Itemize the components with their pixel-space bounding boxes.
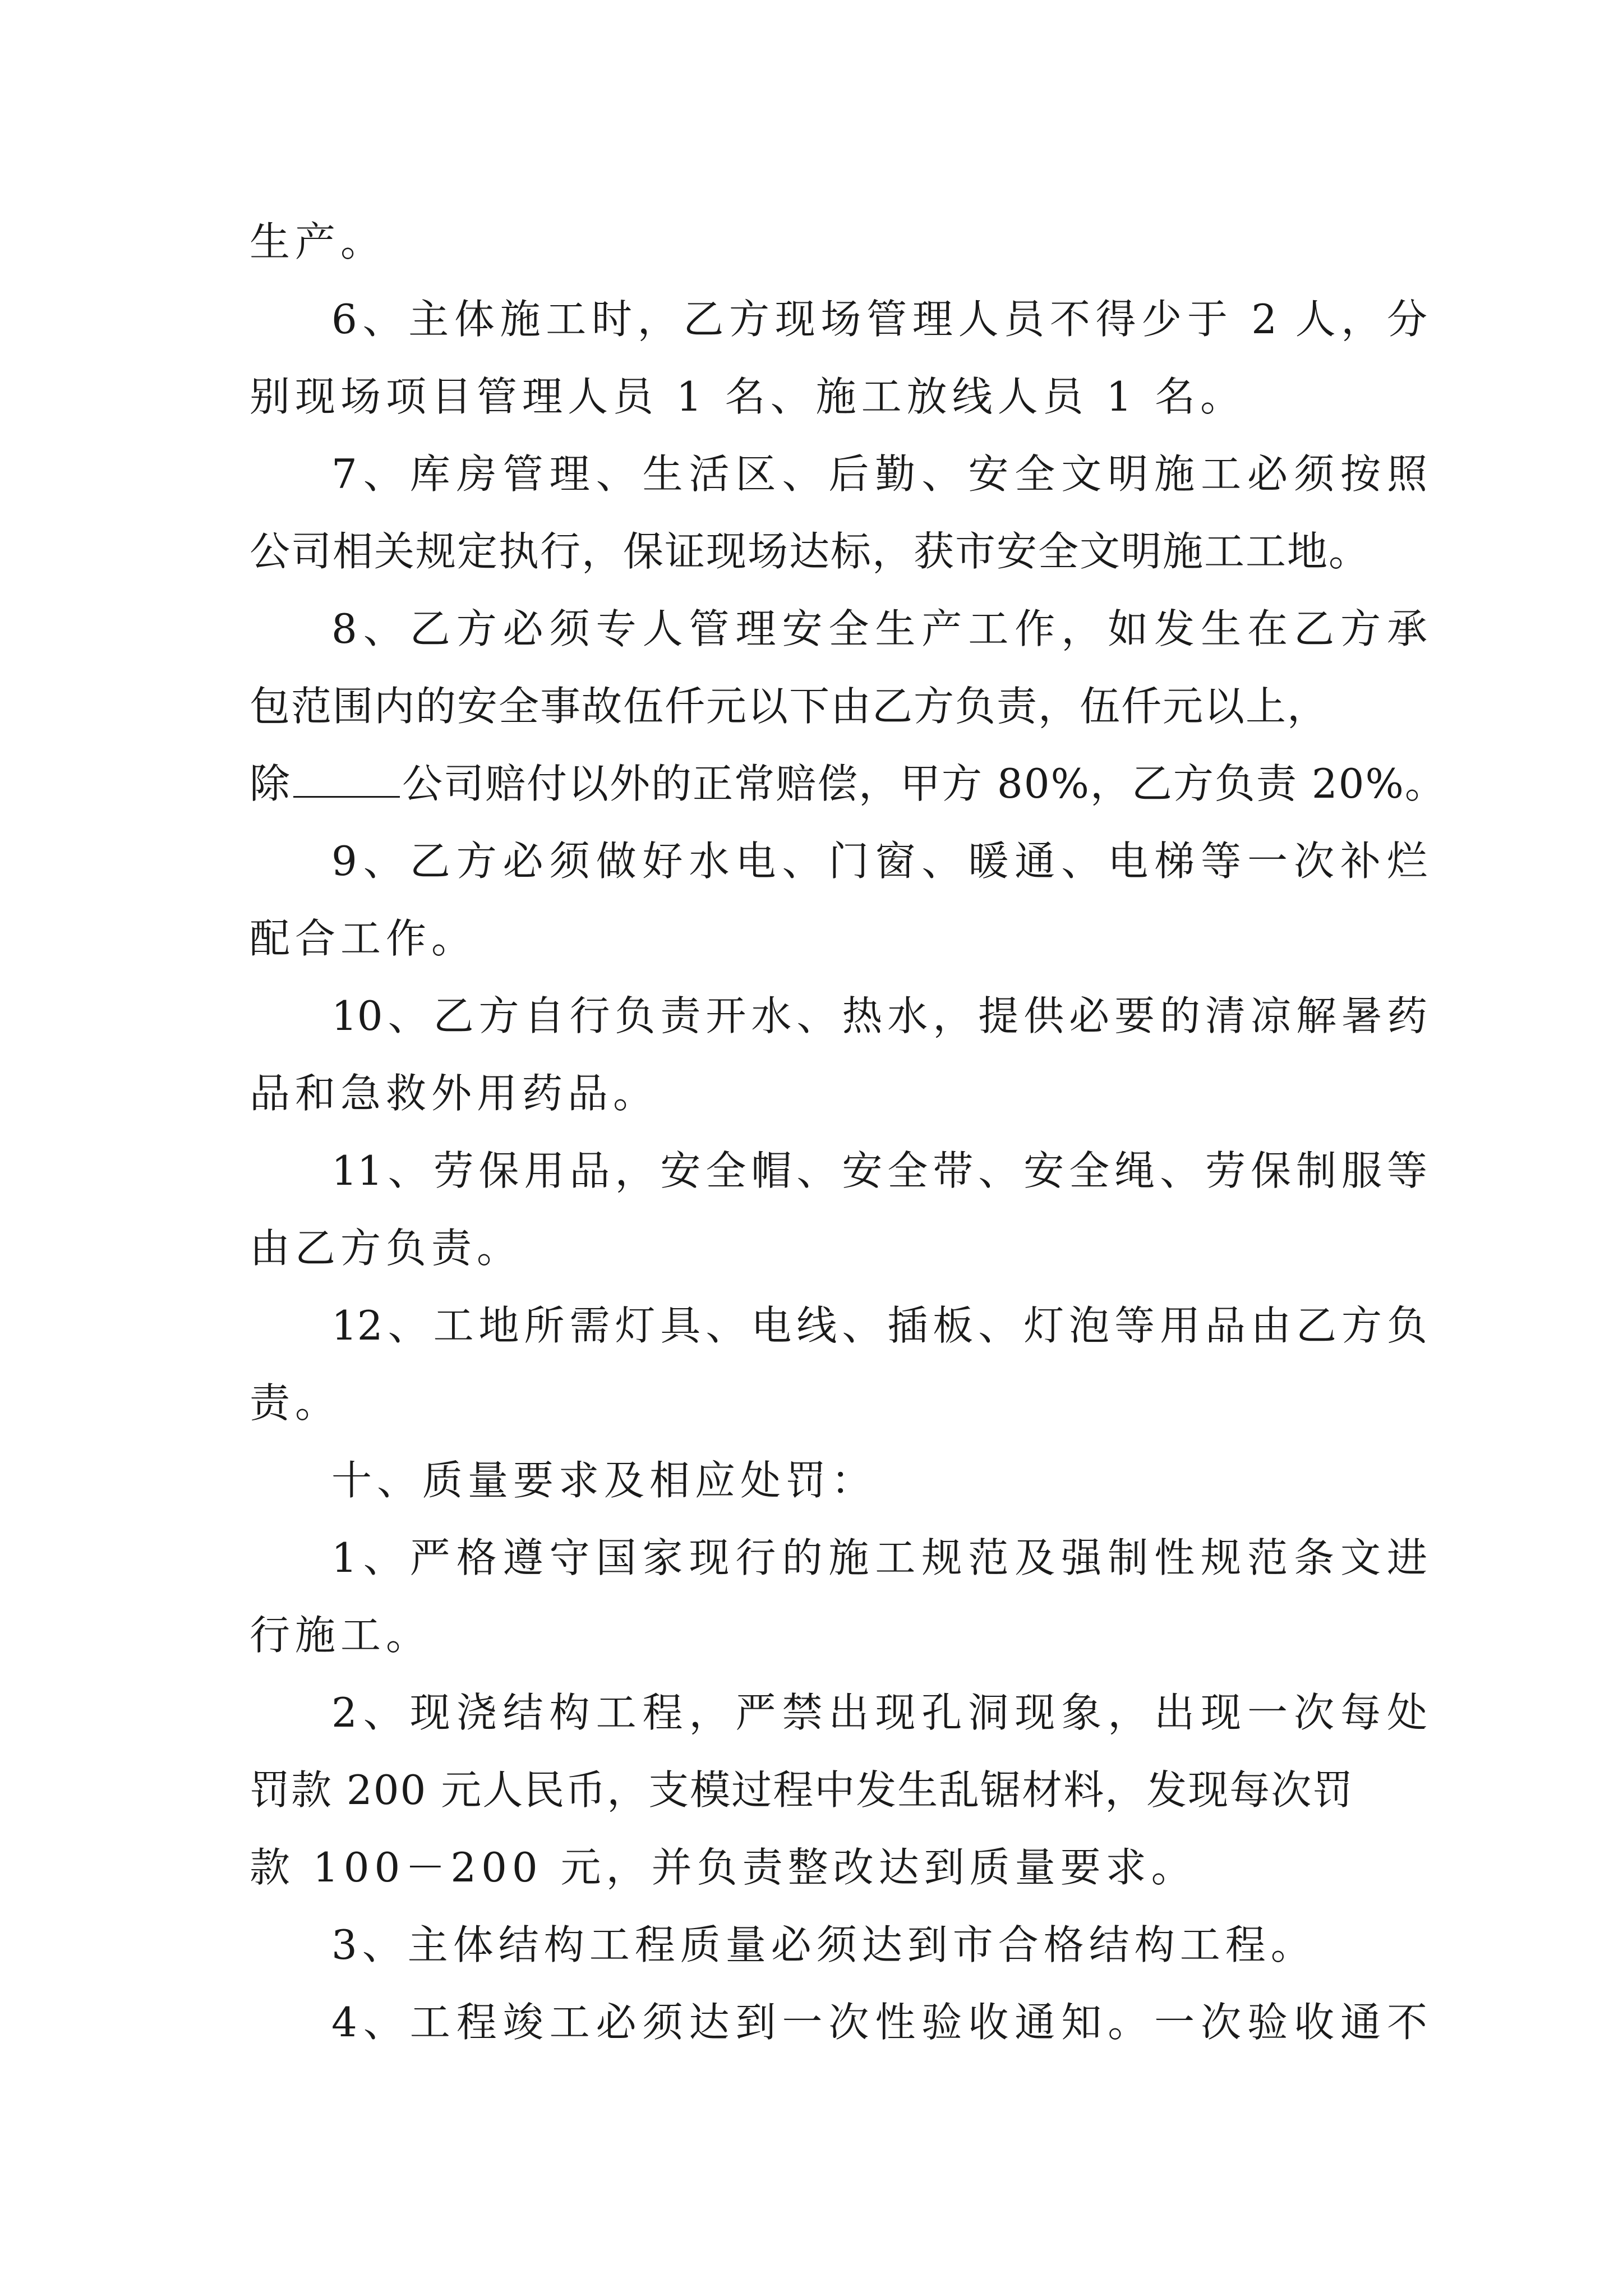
text-line: 罚款 200 元人民币，支模过程中发生乱锯材料，发现每次罚 xyxy=(250,1766,1354,1814)
text-line: 由乙方负责。 xyxy=(250,1225,523,1272)
text-line: 7、库房管理、生活区、后勤、安全文明施工必须按照 xyxy=(331,450,1427,498)
text-line: 6、主体施工时，乙方现场管理人员不得少于 2 人，分 xyxy=(331,296,1427,343)
text-line: 1、严格遵守国家现行的施工规范及强制性规范条文进 xyxy=(331,1534,1427,1581)
text-fragment: 除 xyxy=(250,760,292,807)
text-line: 品和急救外用药品。 xyxy=(250,1070,659,1117)
text-line: 10、乙方自行负责开水、热水，提供必要的清凉解暑药 xyxy=(331,992,1427,1039)
text-line xyxy=(250,745,1446,822)
text-line: 12、工地所需灯具、电线、插板、灯泡等用品由乙方负 xyxy=(331,1302,1427,1349)
text-line: 8、乙方必须专人管理安全生产工作，如发生在乙方承 xyxy=(331,605,1427,652)
text-line: 2、现浇结构工程，严禁出现孔洞现象，出现一次每处 xyxy=(331,1689,1427,1736)
text-line: 责。 xyxy=(250,1379,341,1427)
text-line: 包范围内的安全事故伍仟元以下由乙方负责，伍仟元以上， xyxy=(250,683,1329,730)
text-fragment: 公司赔付以外的正常赔偿，甲方 80%，乙方负责 20%。 xyxy=(402,760,1446,807)
text-line: 9、乙方必须做好水电、门窗、暖通、电梯等一次补烂 xyxy=(331,838,1427,885)
text-line: 公司相关规定执行，保证现场达标，获市安全文明施工工地。 xyxy=(250,528,1371,575)
fill-in-blank xyxy=(293,762,400,798)
text-line: 别现场项目管理人员 1 名、施工放线人员 1 名。 xyxy=(250,373,1246,420)
document-body xyxy=(250,203,1446,2061)
text-line: 3、主体结构工程质量必须达到市合格结构工程。 xyxy=(331,1921,1316,1968)
section-heading: 十、质量要求及相应处罚： xyxy=(331,1457,877,1504)
text-line: 款 100－200 元，并负责整改达到质量要求。 xyxy=(250,1844,1197,1891)
text-line: 行施工。 xyxy=(250,1612,432,1659)
text-line: 4、工程竣工必须达到一次性验收通知。一次验收通不 xyxy=(331,1999,1427,2046)
text-line: 配合工作。 xyxy=(250,915,477,962)
text-line: 生产。 xyxy=(250,218,386,265)
text-line: 11、劳保用品，安全帽、安全带、安全绳、劳保制服等 xyxy=(331,1147,1427,1194)
